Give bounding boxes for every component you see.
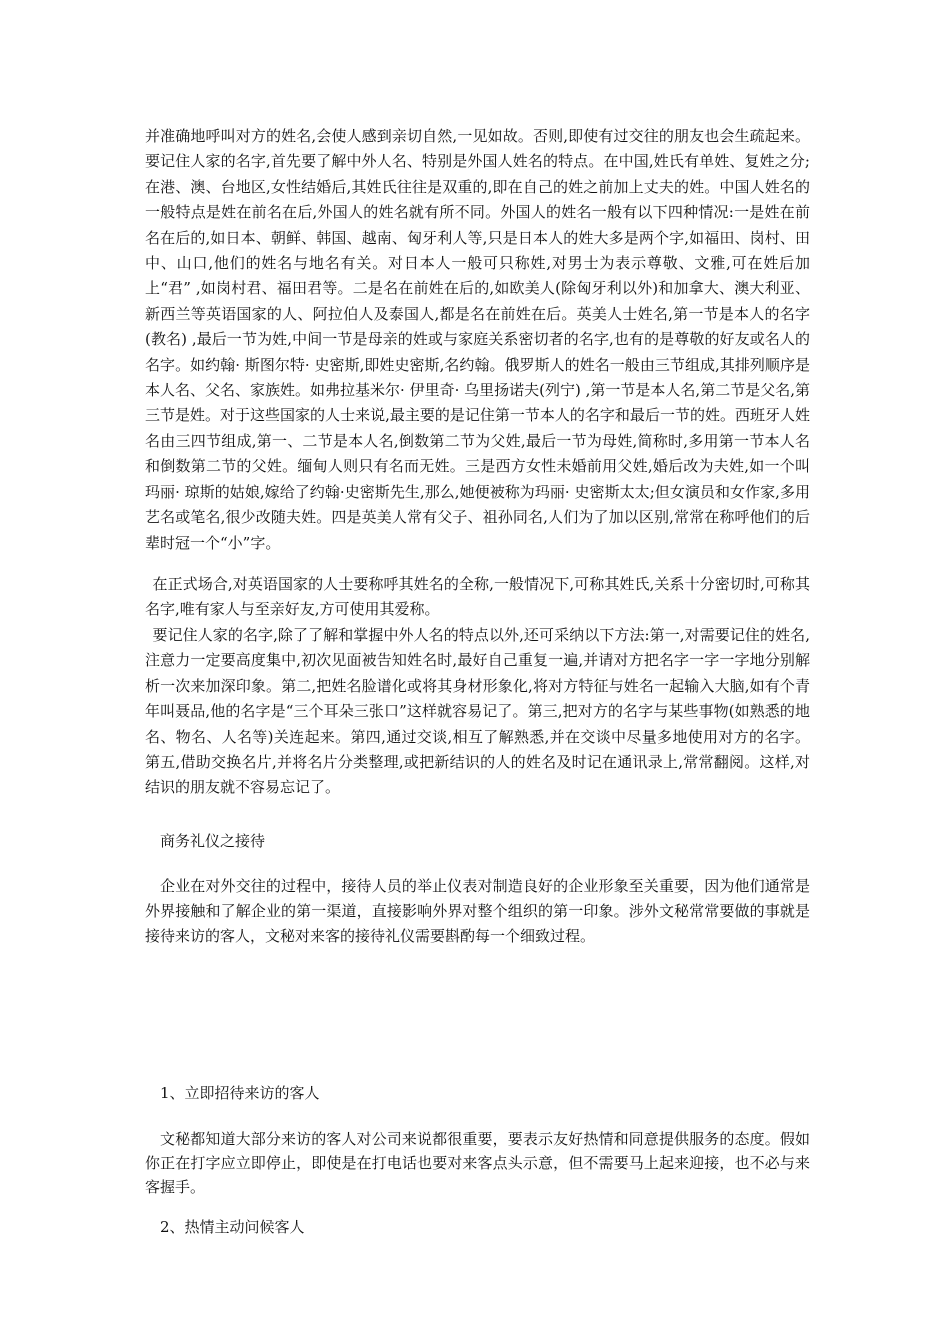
paragraph-names-overview: 并准确地呼叫对方的姓名,会使人感到亲切自然,一见如故。否则,即使有过交往的朋友也会生疏起来。要记住人家的名字,首先要了解中外人名、特别是外国人姓名的特点。在中国,姓氏有单姓、复姓之分;在港、澳、台地区,女性结婚后,其姓氏往往是双重的,即在自己的姓之前加上丈夫的姓。中国人姓名的一般特点是姓在前名在后,外国人的姓名就有所不同。外国人的姓名一般有以下四种情况:一是姓在前名在后的,如日本、朝鲜、韩国、越南、匈牙利人等,只是日本人的姓大多是两个字,如福田、岗村、田中、山口,他们的姓名与地名有关。对日本人一般可只称姓,对男士为表示尊敬、文雅,可在姓后加上“君” ,如岗村君、福田君等。二是名在前姓在后的,如欧美人(除匈牙利以外)和加拿大、澳大利亚、新西兰等英语国家的人、阿拉伯人及泰国人,都是名在前姓在后。英美人士姓名,第一节是本人的名字(教名) ,最后一节为姓,中间一节是母亲的姓或与家庭关系密切者的名字,也有的是尊敬的好友或名人的名字。如约翰· 斯图尔特· 史密斯,即姓史密斯,名约翰。俄罗斯人的姓名一般由三节组成,其排列顺序是本人名、父名、家族姓。如弗拉基米尔· 伊里奇· 乌里扬诺夫(列宁) ,第一节是本人名,第二节是父名,第三节是姓。对于这些国家的人士来说,最主要的是记住第一节本人的名字和最后一节的姓。西班牙人姓名由三四节组成,第一、二节是本人名,倒数第二节为父姓,最后一节为母姓,简称时,多用第一节本人名和倒数第二节的父姓。缅甸人则只有名而无姓。三是西方女性未婚前用父姓,婚后改为夫姓,如一个叫玛丽· 琼斯的姑娘,嫁给了约翰·史密斯先生,那么,她便被称为玛丽· 史密斯太太;但女演员和女作家,多用艺名或笔名,很少改随夫姓。四是英美人常有父子、祖孙同名,人们为了加以区别,常常在称呼他们的后辈时冠一个“小”字。 (145, 127, 810, 552)
subsection-body-1: 文秘都知道大部分来访的客人对公司来说都很重要，要表示友好热情和同意提供服务的态度。假如你正在打字应立即停止，即使是在打电话也要对来客点头示意，但不需要马上起来迎接，也不必与来客握手。 (145, 1130, 810, 1196)
subsection-title-2: 2、热情主动问候客人 (160, 1218, 305, 1236)
section-title: 商务礼仪之接待 (160, 832, 266, 850)
paragraph-memory-methods: 要记住人家的名字,除了了解和掌握中外人名的特点以外,还可采纳以下方法:第一,对需要记住的姓名,注意力一定要高度集中,初次见面被告知姓名时,最好自己重复一遍,并请对方把名字一字一字地分别解析一次来加深印象。第二,把姓名脸谱化或将其身材形象化,将对方特征与姓名一起输入大脑,如有个青年叫聂品,他的名字是“三个耳朵三张口”这样就容易记了。第三,把对方的名字与某些事物(如熟悉的地名、物名、人名等)关连起来。第四,通过交谈,相互了解熟悉,并在交谈中尽量多地使用对方的名字。第五,借助交换名片,并将名片分类整理,或把新结识的人的姓名及时记在通讯录上,常常翻阅。这样,对结识的朋友就不容易忘记了。 (145, 626, 810, 797)
section-intro-paragraph: 企业在对外交往的过程中，接待人员的举止仪表对制造良好的企业形象至关重要，因为他们通常是外界接触和了解企业的第一渠道，直接影响外界对整个组织的第一印象。涉外文秘常常要做的事就是接待来访的客人，文秘对来客的接待礼仪需要斟酌每一个细致过程。 (145, 877, 810, 945)
paragraph-formal-address: 在正式场合,对英语国家的人士要称呼其姓名的全称,一般情况下,可称其姓氏,关系十分密切时,可称其名字,唯有家人与至亲好友,方可使用其爱称。 (145, 575, 810, 619)
subsection-title-1: 1、立即招待来访的客人 (160, 1084, 320, 1102)
